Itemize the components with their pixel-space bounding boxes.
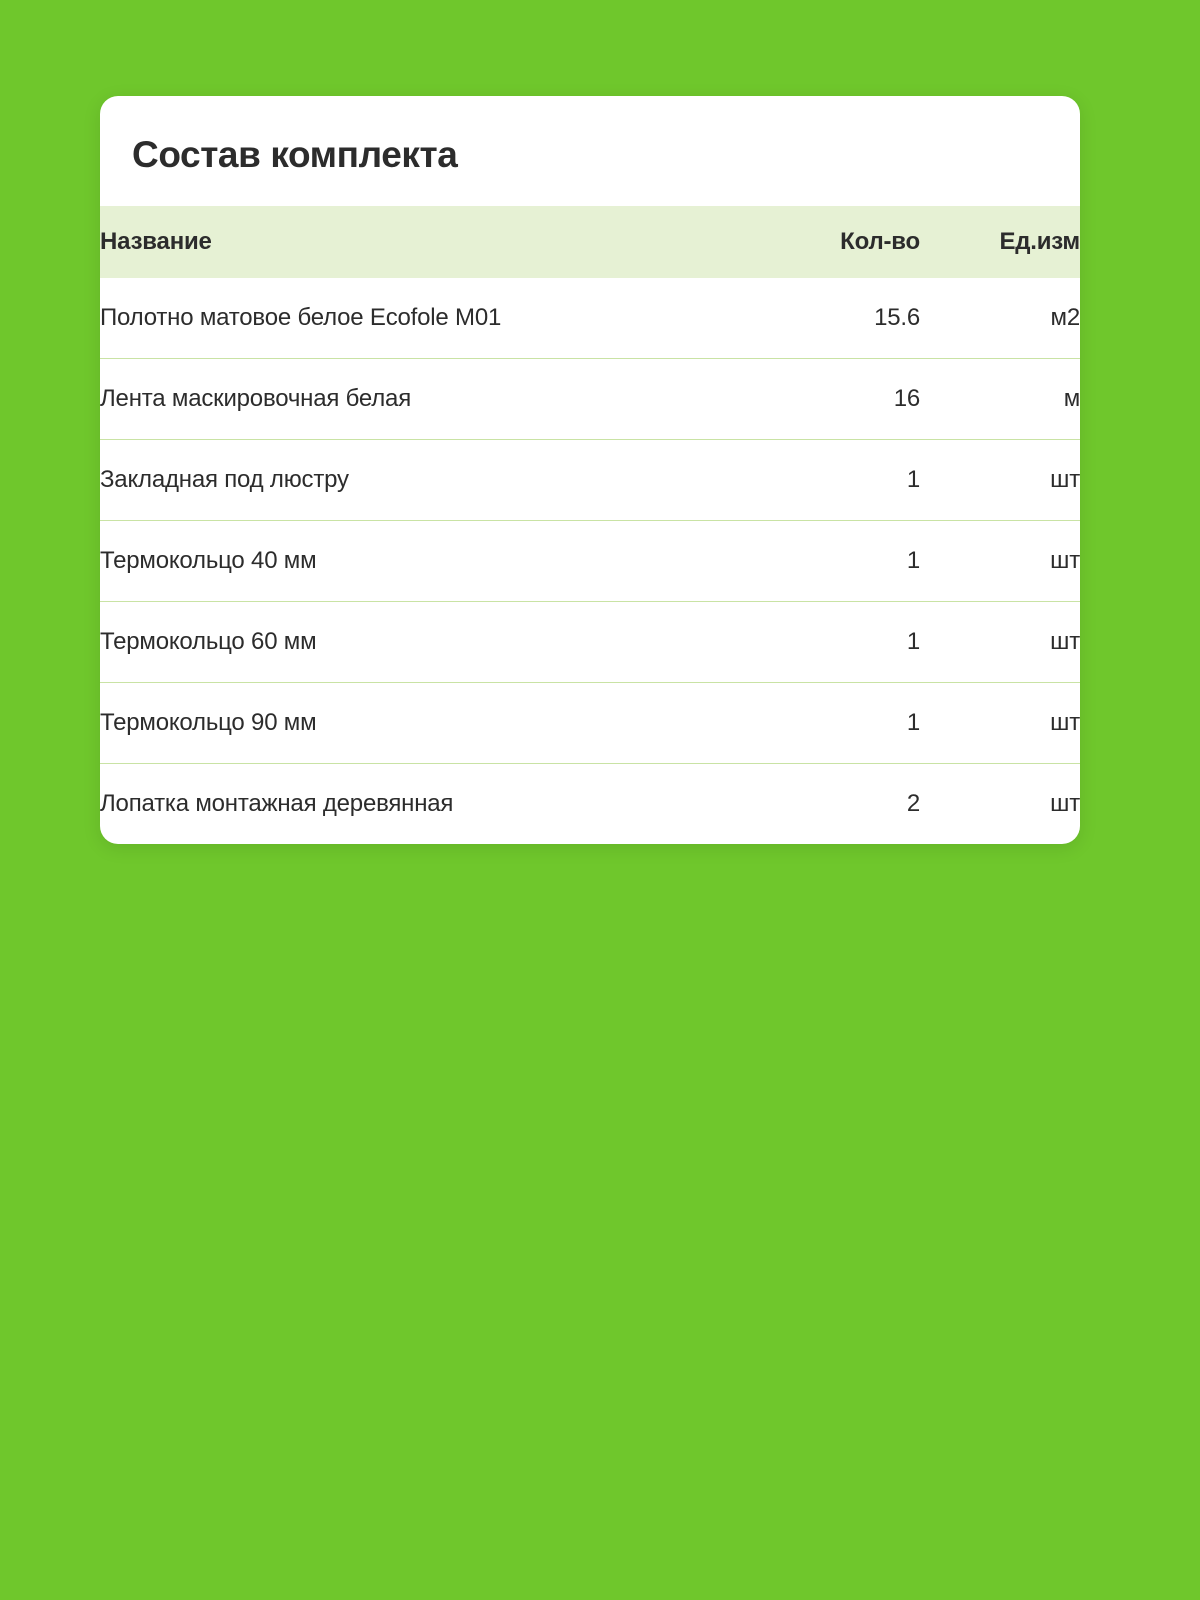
kit-composition-table [100,206,1080,844]
cell-item-quantity: 1 [720,521,920,602]
column-header-quantity: Кол-во [840,228,920,255]
table-row [100,683,1080,764]
cell-item-name: Термокольцо 40 мм [100,521,720,602]
cell-item-name: Термокольцо 90 мм [100,683,720,764]
cell-item-name: Лопатка монтажная деревянная [100,764,720,845]
cell-item-unit: шт [920,602,1080,683]
cell-item-quantity: 1 [720,440,920,521]
table-header-row [100,206,1080,278]
table-header [100,206,1080,278]
cell-item-name: Лента маскировочная белая [100,359,720,440]
cell-item-unit: шт [920,764,1080,845]
cell-item-quantity: 2 [720,764,920,845]
cell-item-name: Термокольцо 60 мм [100,602,720,683]
table-row [100,359,1080,440]
cell-item-quantity: 15.6 [874,304,920,331]
table-body [100,278,1080,844]
cell-item-unit: шт [920,521,1080,602]
table-row [100,440,1080,521]
column-header-unit: Ед.изм [999,228,1080,255]
cell-item-name: Закладная под люстру [100,440,720,521]
page-title: Состав комплекта [132,134,458,175]
table-row [100,764,1080,845]
cell-item-unit: м [920,359,1080,440]
cell-item-quantity: 1 [720,683,920,764]
table-row [100,278,1080,359]
cell-item-quantity: 16 [720,359,920,440]
table-row [100,602,1080,683]
cell-item-quantity: 1 [720,602,920,683]
cell-item-unit: м2 [1050,304,1080,331]
cell-item-name: Полотно матовое белое Ecofole M01 [100,304,502,331]
kit-composition-card [100,96,1080,844]
table-row [100,521,1080,602]
cell-item-unit: шт [920,440,1080,521]
column-header-name: Название [100,228,212,255]
cell-item-unit: шт [920,683,1080,764]
